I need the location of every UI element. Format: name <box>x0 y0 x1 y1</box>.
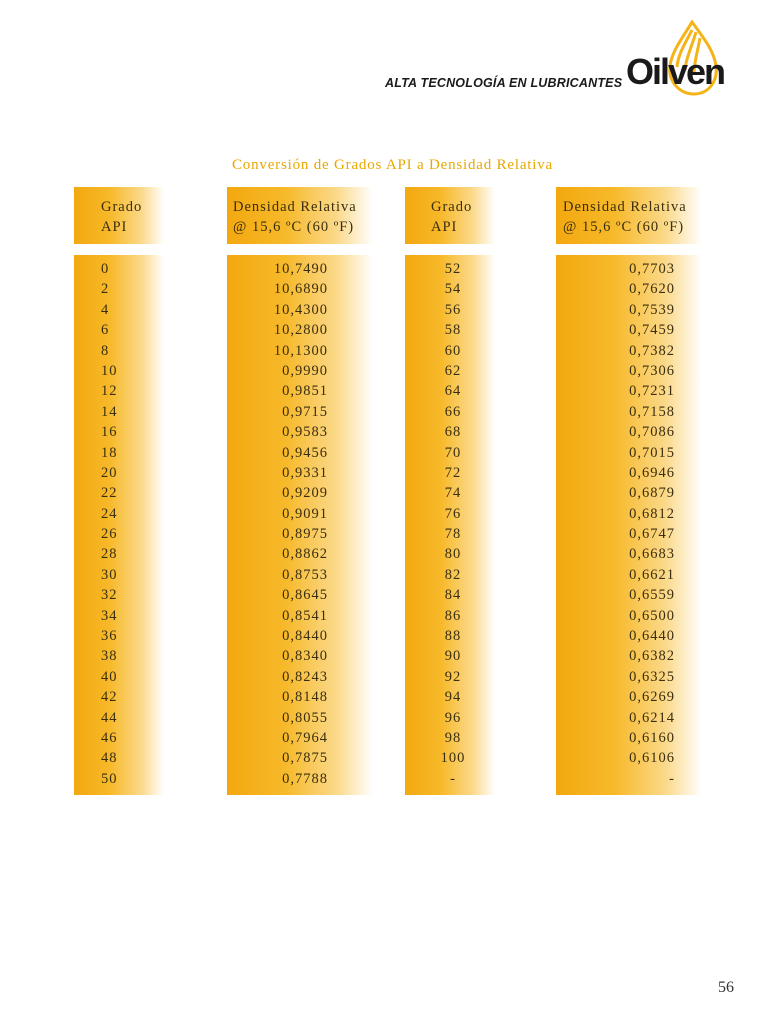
table-cell: 40 <box>101 668 118 685</box>
table-cell: 10,2800 <box>273 322 328 339</box>
table-cell: 0,7788 <box>282 770 328 787</box>
table-cell: 6 <box>101 322 110 339</box>
table-cell: 14 <box>101 403 118 420</box>
table-cell: 0,9715 <box>282 403 328 420</box>
table-cell: 30 <box>101 566 118 583</box>
table-cell: 28 <box>101 546 118 563</box>
table-cell: 84 <box>444 587 462 604</box>
table-cell: 34 <box>101 607 118 624</box>
table-cell: 0,9091 <box>282 505 328 522</box>
table-cell: 0,7231 <box>629 383 675 400</box>
table-cell: 0,7964 <box>282 729 328 746</box>
table-cell: 90 <box>444 648 462 665</box>
table-cell: 88 <box>444 628 462 645</box>
table-cell: 0,6440 <box>629 628 675 645</box>
table-cell: 4 <box>101 301 110 318</box>
table-cell: 26 <box>101 526 118 543</box>
table-cell: 10,7490 <box>273 261 328 277</box>
table-cell: 92 <box>444 668 462 685</box>
table-cell: 58 <box>444 322 462 339</box>
table-cell: - <box>669 770 675 787</box>
table-cell: 18 <box>101 444 118 461</box>
table-cell: 0,6325 <box>629 668 675 685</box>
table-cell: 82 <box>444 566 462 583</box>
table-cell: 0,6106 <box>629 750 675 767</box>
table-cell: 10,1300 <box>273 342 328 359</box>
table-cell: 10,4300 <box>273 301 328 318</box>
table-cell: 78 <box>444 526 462 543</box>
header-api-2 <box>431 197 472 237</box>
table-cell: 0,7015 <box>629 444 675 461</box>
table-cell: 94 <box>444 689 462 706</box>
table-cell: 0,6812 <box>629 505 675 522</box>
table-cell: 0,6621 <box>629 566 675 583</box>
table-cell: 0,8975 <box>282 526 328 543</box>
table-cell: 20 <box>101 464 118 481</box>
header-line: Grado <box>101 199 143 215</box>
table-cell: 0,7703 <box>629 261 675 277</box>
header-line: API <box>101 219 128 235</box>
table-cell: 0,7086 <box>629 424 675 441</box>
table-cell: 0,8541 <box>282 607 328 624</box>
table-cell: 0,8055 <box>282 709 328 726</box>
table-cell: 38 <box>101 648 118 665</box>
table-cell: 12 <box>101 383 118 400</box>
brand-logo-text: Oilven <box>626 51 725 92</box>
table-cell: 42 <box>101 689 118 706</box>
header-tagline: ALTA TECNOLOGÍA EN LUBRICANTES <box>385 76 623 90</box>
table-cell: 36 <box>101 628 118 645</box>
header-line: Grado <box>431 199 473 215</box>
header-density-2 <box>563 197 687 237</box>
table-cell: 16 <box>101 424 118 441</box>
table-cell: 60 <box>444 342 462 359</box>
table-cell: 48 <box>101 750 118 767</box>
header-line: API <box>431 219 458 235</box>
table-cell: 72 <box>444 464 462 481</box>
header-line: Densidad Relativa <box>233 199 357 215</box>
table-cell: 70 <box>444 444 462 461</box>
table-cell: 0,7620 <box>629 281 675 298</box>
table-cell: 0,7875 <box>282 750 328 767</box>
table-cell: 0,6269 <box>629 689 675 706</box>
table-cell: 62 <box>444 362 462 379</box>
table-cell: 0,8243 <box>282 668 328 685</box>
table-cell: 44 <box>101 709 118 726</box>
table-cell: 8 <box>101 342 110 359</box>
table-cell: 0,7539 <box>629 301 675 318</box>
table-cell: 0,8862 <box>282 546 328 563</box>
table-cell: 0,6500 <box>629 607 675 624</box>
table-cell: 0,7459 <box>629 322 675 339</box>
api-column-2 <box>432 259 474 789</box>
table-cell: 0,8753 <box>282 566 328 583</box>
table-cell: 52 <box>444 261 462 277</box>
table-cell: 0,9331 <box>282 464 328 481</box>
table-cell: 0,8148 <box>282 689 328 706</box>
table-cell: 98 <box>444 729 462 746</box>
table-cell: 0,9209 <box>282 485 328 502</box>
table-cell: 0,6559 <box>629 587 675 604</box>
table-cell: 32 <box>101 587 118 604</box>
api-column-1 <box>101 259 161 789</box>
header-line: @ 15,6 ºC (60 ºF) <box>563 219 685 235</box>
table-cell: 50 <box>101 770 118 787</box>
table-title: Conversión de Grados API a Densidad Relativa <box>232 157 553 173</box>
header-density-1 <box>233 197 357 237</box>
table-cell: 0,9851 <box>282 383 328 400</box>
table-cell: 0 <box>101 261 110 277</box>
table-cell: 76 <box>444 505 462 522</box>
table-cell: 0,6879 <box>629 485 675 502</box>
table-cell: 0,8645 <box>282 587 328 604</box>
table-cell: 0,6747 <box>629 526 675 543</box>
table-cell: 0,6160 <box>629 729 675 746</box>
header-api-1 <box>101 197 142 237</box>
table-cell: 0,9583 <box>282 424 328 441</box>
table-cell: - <box>450 770 456 787</box>
table-cell: 0,8440 <box>282 628 328 645</box>
table-cell: 0,7158 <box>629 403 675 420</box>
table-cell: 24 <box>101 505 118 522</box>
table-cell: 100 <box>440 750 466 767</box>
table-cell: 56 <box>444 301 462 318</box>
table-cell: 0,7382 <box>629 342 675 359</box>
table-cell: 22 <box>101 485 118 502</box>
table-cell: 0,9456 <box>282 444 328 461</box>
table-cell: 46 <box>101 729 118 746</box>
table-cell: 54 <box>444 281 462 298</box>
table-cell: 0,6946 <box>629 464 675 481</box>
table-cell: 0,6382 <box>629 648 675 665</box>
table-cell: 2 <box>101 281 110 298</box>
table-cell: 0,6683 <box>629 546 675 563</box>
table-cell: 86 <box>444 607 462 624</box>
table-cell: 68 <box>444 424 462 441</box>
density-column-1 <box>250 259 328 789</box>
table-cell: 10,6890 <box>273 281 328 298</box>
table-cell: 74 <box>444 485 462 502</box>
header-line: @ 15,6 ºC (60 ºF) <box>233 219 355 235</box>
table-cell: 0,8340 <box>282 648 328 665</box>
table-cell: 10 <box>101 362 118 379</box>
page-number: 56 <box>718 979 734 996</box>
table-cell: 96 <box>444 709 462 726</box>
table-cell: 66 <box>444 403 462 420</box>
table-cell: 80 <box>444 546 462 563</box>
table-cell: 0,6214 <box>629 709 675 726</box>
table-cell: 64 <box>444 383 462 400</box>
header-line: Densidad Relativa <box>563 199 687 215</box>
table-cell: 0,9990 <box>282 362 328 379</box>
density-column-2 <box>595 259 675 789</box>
table-cell: 0,7306 <box>629 362 675 379</box>
